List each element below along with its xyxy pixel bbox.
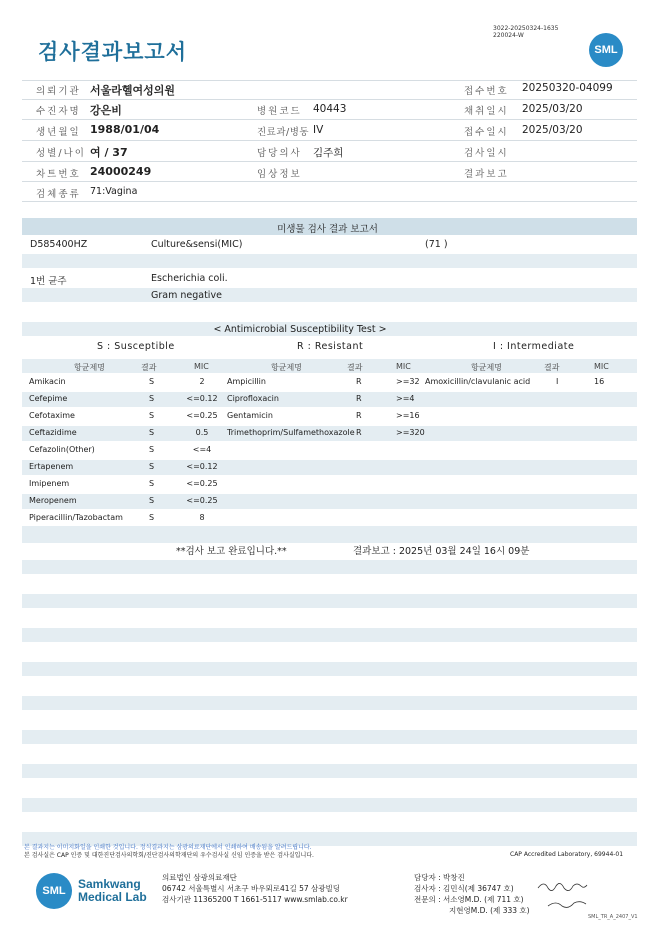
samkwang-logo: SML xyxy=(36,873,72,909)
samkwang-brand xyxy=(36,873,147,909)
col-drug-header-1: 항균제명 xyxy=(74,363,105,372)
empty-row-band xyxy=(22,696,637,710)
divider xyxy=(22,140,637,141)
drug-result: S xyxy=(149,377,155,386)
legend-intermediate: I : Intermediate xyxy=(493,341,575,352)
drug-result: S xyxy=(149,462,155,471)
drug-name: Imipenem xyxy=(29,479,70,488)
drug-name: Amoxicillin/clavulanic acid xyxy=(425,377,531,386)
drug-result: S xyxy=(149,445,155,454)
drug-result: R xyxy=(356,428,362,437)
receipt-no-value: 20250320-04099 xyxy=(522,82,613,94)
row-band xyxy=(22,392,637,407)
empty-row-band xyxy=(22,798,637,812)
institution-label: 의뢰기관 xyxy=(36,86,81,97)
row-band xyxy=(22,494,637,509)
row-band xyxy=(22,288,637,302)
drug-mic: <=0.12 xyxy=(186,394,218,403)
sex-age-value: 여 / 37 xyxy=(90,146,128,159)
drug-result: S xyxy=(149,411,155,420)
drug-mic: 0.5 xyxy=(195,428,209,437)
divider xyxy=(22,181,637,182)
drug-mic: <=0.25 xyxy=(186,411,218,420)
footer-note-cap: 본 검사실은 CAP 인증 및 대한진단검사의학회/진단검사의학재단의 우수검사실 신임 인증을 받은 검사실입니다. xyxy=(24,852,314,859)
micro-section-title: 미생물 검사 결과 보고서 xyxy=(277,224,378,235)
footer-note-image: 본 결과지는 이미지화일을 인쇄한 것입니다. 정식결과지는 삼광의료재단에서 인쇄하여 배송됨을 알려드립니다. xyxy=(24,844,312,851)
brand-name xyxy=(78,878,147,904)
empty-row-band xyxy=(22,628,637,642)
institution-value: 서울라헬여성의원 xyxy=(90,84,176,97)
drug-name: Ciprofloxacin xyxy=(227,394,279,403)
drug-name: Meropenem xyxy=(29,496,77,505)
clinical-label: 임상정보 xyxy=(257,169,302,180)
row-band xyxy=(22,526,637,540)
drug-mic: >=16 xyxy=(396,411,420,420)
legend-resistant: R : Resistant xyxy=(297,341,364,352)
brand-name-line2: Medical Lab xyxy=(78,890,147,904)
empty-row-band xyxy=(22,764,637,778)
chart-no-value: 24000249 xyxy=(90,165,152,178)
report-time: 결과보고 : 2025년 03월 24일 16시 09분 xyxy=(353,546,530,557)
drug-name: Cefepime xyxy=(29,394,68,403)
staff-tester: 검사자 : 김민식(제 36747 호) xyxy=(414,884,514,893)
divider xyxy=(22,119,637,120)
receipt-date-value: 2025/03/20 xyxy=(522,124,583,136)
empty-row-band xyxy=(22,730,637,744)
drug-result: R xyxy=(356,377,362,386)
drug-name: Ceftazidime xyxy=(29,428,77,437)
staff-specialist1: 전문의 : 서소영M.D. (제 711 호) xyxy=(414,895,524,904)
drug-name: Ampicillin xyxy=(227,377,266,386)
birth-value: 1988/01/04 xyxy=(90,123,160,136)
report-title: 검사결과보고서 xyxy=(38,40,188,64)
document-code-line2: 220024-W xyxy=(493,32,524,39)
drug-result: R xyxy=(356,394,362,403)
drug-mic: 16 xyxy=(594,377,605,386)
specimen-label: 검체종류 xyxy=(36,189,81,200)
drug-result: I xyxy=(556,377,559,386)
drug-name: Cefotaxime xyxy=(29,411,75,420)
drug-name: Amikacin xyxy=(29,377,66,386)
divider xyxy=(22,161,637,162)
drug-mic: 8 xyxy=(199,513,205,522)
drug-mic: <=0.25 xyxy=(186,496,218,505)
gram-stain: Gram negative xyxy=(151,290,222,301)
col-mic-header-3: MIC xyxy=(594,362,609,371)
document-code xyxy=(493,25,558,39)
examinee-value: 강은비 xyxy=(90,104,122,117)
legend-susceptible: S : Susceptible xyxy=(97,341,175,352)
drug-name: Piperacillin/Tazobactam xyxy=(29,513,123,522)
complete-message: **검사 보고 완료입니다.** xyxy=(176,546,287,557)
test-number: (71 ) xyxy=(425,239,448,250)
col-mic-header-2: MIC xyxy=(396,362,411,371)
collect-date-value: 2025/03/20 xyxy=(522,103,583,115)
receipt-no-label: 접수번호 xyxy=(464,86,509,97)
row-band xyxy=(22,254,637,268)
drug-mic: 2 xyxy=(199,377,205,386)
drug-name: Gentamicin xyxy=(227,411,273,420)
test-name: Culture&sensi(MIC) xyxy=(151,239,243,250)
staff-manager: 담당자 : 박창진 xyxy=(414,873,465,882)
test-code: D585400HZ xyxy=(30,239,88,250)
drug-result: S xyxy=(149,428,155,437)
divider xyxy=(22,99,637,100)
birth-label: 생년월일 xyxy=(36,127,81,138)
drug-mic: <=4 xyxy=(192,445,212,454)
test-date-label: 검사일시 xyxy=(464,148,509,159)
divider xyxy=(22,201,637,202)
cap-accreditation: CAP Accredited Laboratory, 69944-01 xyxy=(510,851,624,858)
drug-name: Ertapenem xyxy=(29,462,74,471)
empty-row-band xyxy=(22,560,637,574)
drug-mic: <=0.25 xyxy=(186,479,218,488)
specimen-value: 71:Vagina xyxy=(90,186,138,197)
drug-result: S xyxy=(149,394,155,403)
sml-logo: SML xyxy=(589,33,623,67)
org-contact: 검사기관 11365200 T 1661-5117 www.smlab.co.kr xyxy=(162,895,348,904)
doctor-label: 담당의사 xyxy=(257,148,302,159)
org-address: 06742 서울특별시 서초구 바우뫼로41길 57 삼광빌딩 xyxy=(162,884,341,893)
examinee-label: 수진자명 xyxy=(36,106,81,117)
ward-code-label: 병원코드 xyxy=(257,106,302,117)
document-code-line1: 3022-20250324-1635 xyxy=(493,25,559,32)
organism-name: Escherichia coli. xyxy=(151,273,228,284)
drug-mic: <=0.12 xyxy=(186,462,218,471)
col-result-header-1: 결과 xyxy=(141,363,157,372)
sex-age-label: 성별/나이 xyxy=(36,148,86,159)
staff-specialist2: 지현영M.D. (제 333 호) xyxy=(449,906,530,915)
org-name: 의료법인 삼광의료재단 xyxy=(162,873,237,882)
dept-label: 진료과/병동 xyxy=(257,127,310,138)
signature-image xyxy=(536,878,592,912)
drug-result: S xyxy=(149,513,155,522)
drug-result: S xyxy=(149,496,155,505)
col-mic-header-1: MIC xyxy=(194,362,209,371)
drug-name: Cefazolin(Other) xyxy=(29,445,95,454)
drug-result: S xyxy=(149,479,155,488)
collect-date-label: 채취일시 xyxy=(464,106,509,117)
brand-name-line1: Samkwang xyxy=(78,877,141,891)
form-code: SML_TR_A_2407_V1 xyxy=(588,914,638,920)
col-drug-header-3: 항균제명 xyxy=(471,363,502,372)
col-result-header-3: 결과 xyxy=(544,363,560,372)
chart-no-label: 차트번호 xyxy=(36,169,81,180)
isolate-label: 1번 균주 xyxy=(30,276,67,287)
drug-result: R xyxy=(356,411,362,420)
drug-name: Trimethoprim/Sulfamethoxazole xyxy=(227,428,355,437)
drug-mic: >=320 xyxy=(396,428,425,437)
dept-value: IV xyxy=(313,124,324,136)
ward-code-value: 40443 xyxy=(313,103,347,115)
drug-mic: >=32 xyxy=(396,377,420,386)
row-band xyxy=(22,460,637,475)
doctor-value: 김주희 xyxy=(313,147,344,159)
empty-row-band xyxy=(22,662,637,676)
col-drug-header-2: 항균제명 xyxy=(271,363,302,372)
empty-row-band xyxy=(22,594,637,608)
drug-mic: >=4 xyxy=(396,394,415,403)
receipt-date-label: 접수일시 xyxy=(464,127,509,138)
ast-title: < Antimicrobial Susceptibility Test > xyxy=(213,324,387,335)
col-result-header-2: 결과 xyxy=(347,363,363,372)
result-report-label: 결과보고 xyxy=(464,169,509,180)
divider xyxy=(22,80,637,81)
